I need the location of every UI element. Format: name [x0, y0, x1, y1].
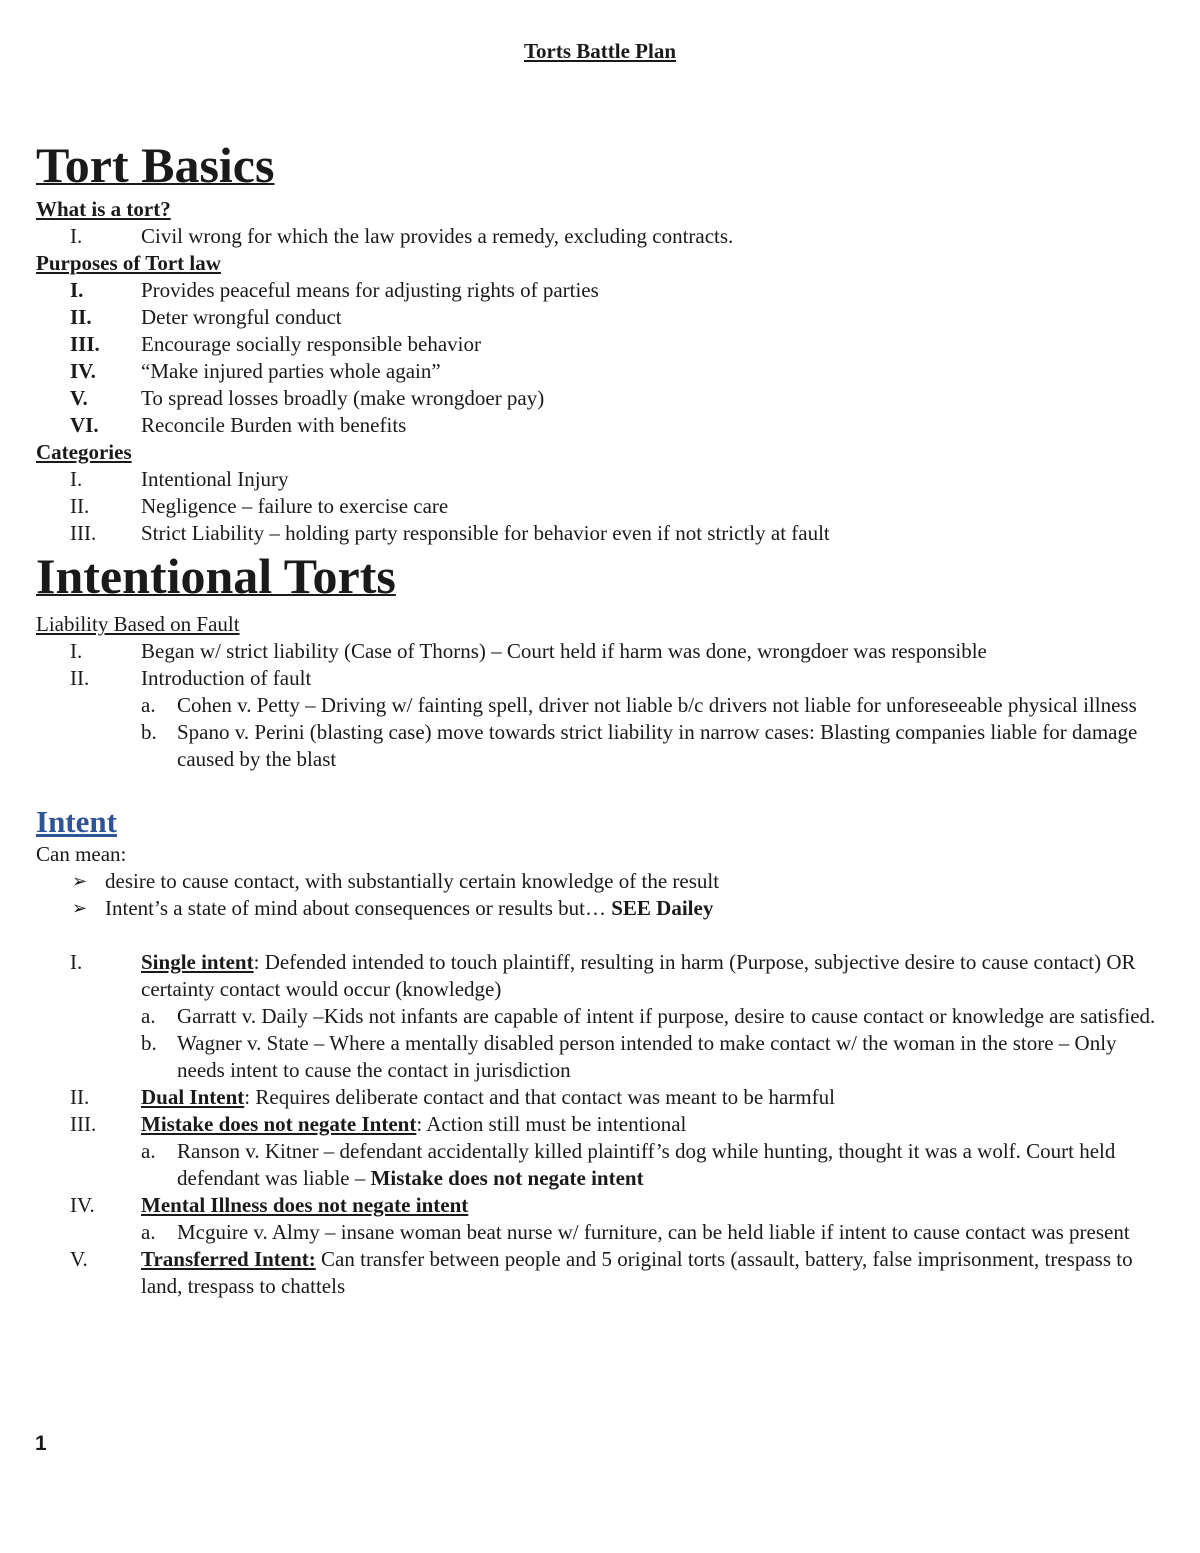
- bullet-text: desire to cause contact, with substantially certain knowledge of the result: [105, 869, 720, 893]
- list-number: I.: [70, 467, 83, 491]
- sub-list-text: Spano v. Perini (blasting case) move towards strict liability in narrow cases: Blasting companies liable for damage caused by the blast: [177, 720, 1138, 771]
- sub-list-letter: a.: [141, 1220, 156, 1244]
- list-number: II.: [70, 494, 90, 518]
- bullet-text-bold: SEE Dailey: [611, 896, 714, 920]
- arrow-bullet-icon: ➢: [72, 898, 88, 918]
- list-number: II.: [70, 305, 92, 329]
- sub-list-text: Mcguire v. Almy – insane woman beat nurse w/ furniture, can be held liable if intent to cause contact was present: [177, 1220, 1130, 1244]
- term-label: Single intent: [141, 950, 254, 974]
- list-text: Encourage socially responsible behavior: [141, 332, 481, 356]
- sub-list-item: [141, 719, 1166, 773]
- list-text: Began w/ strict liability (Case of Thorns) – Court held if harm was done, wrongdoer was responsible: [141, 639, 987, 663]
- list-text: [141, 949, 1166, 1003]
- list-item: [36, 520, 1166, 547]
- document-content: [36, 136, 1166, 1300]
- list-text: Civil wrong for which the law provides a remedy, excluding contracts.: [141, 224, 734, 248]
- bullet-item: [72, 895, 1166, 922]
- list-item: [36, 466, 1166, 493]
- page-number: 1: [35, 1432, 47, 1455]
- list-number: III.: [70, 332, 100, 356]
- list-text: Provides peaceful means for adjusting rights of parties: [141, 278, 599, 302]
- sub-list-letter: a.: [141, 1139, 156, 1163]
- list-number: V.: [70, 386, 88, 410]
- list-item: [36, 412, 1166, 439]
- list-item: [36, 223, 1166, 250]
- list-item: [36, 949, 1166, 1003]
- list-text: [141, 1084, 1166, 1111]
- list-number: VI.: [70, 413, 99, 437]
- term-label: Dual Intent: [141, 1085, 245, 1109]
- subheading-what-is-a-tort: What is a tort?: [36, 197, 171, 221]
- sub-list-item: [141, 1030, 1166, 1084]
- section-heading-intent: Intent: [36, 804, 117, 839]
- list-text: Deter wrongful conduct: [141, 305, 342, 329]
- list-item: [36, 665, 1166, 692]
- sub-list-item: [141, 692, 1166, 719]
- list-number: I.: [70, 278, 84, 302]
- list-text: [141, 1192, 1166, 1219]
- list-number: I.: [70, 224, 83, 248]
- list-number: I.: [70, 950, 83, 974]
- document-header-title: Torts Battle Plan: [523, 39, 677, 63]
- list-item: [36, 1192, 1166, 1219]
- list-item: [36, 493, 1166, 520]
- section-heading-tort-basics: Tort Basics: [36, 137, 275, 193]
- bullet-text-main: Intent’s a state of mind about consequences or results but…: [105, 896, 606, 920]
- term-label: Transferred Intent:: [141, 1247, 316, 1271]
- subheading-liability-based-on-fault: Liability Based on Fault: [36, 612, 240, 636]
- list-number: III.: [70, 1112, 97, 1136]
- list-text: Introduction of fault: [141, 666, 312, 690]
- list-text: Intentional Injury: [141, 467, 289, 491]
- sub-list-letter: a.: [141, 1004, 156, 1028]
- list-text: [141, 1111, 1166, 1138]
- sub-list-text-main: Ranson v. Kitner – defendant accidentally killed plaintiff’s dog while hunting, thought it was a wolf. Court held defendant was liable –: [177, 1139, 1116, 1190]
- arrow-bullet-icon: ➢: [72, 871, 88, 891]
- sub-list-text: Wagner v. State – Where a mentally disabled person intended to make contact w/ the woman in the store – Only needs intent to cause the contact in jurisdiction: [177, 1031, 1117, 1082]
- sub-list-letter: a.: [141, 693, 156, 717]
- list-number: II.: [70, 666, 90, 690]
- list-item: [36, 331, 1166, 358]
- term-label: Mistake does not negate Intent: [141, 1112, 417, 1136]
- sub-list-text-bold: Mistake does not negate intent: [370, 1166, 644, 1190]
- sub-list-item: [141, 1003, 1166, 1030]
- term-label: Mental Illness does not negate intent: [141, 1193, 469, 1217]
- subheading-purposes: Purposes of Tort law: [36, 251, 221, 275]
- list-number: III.: [70, 521, 97, 545]
- term-text: Can transfer between people and 5 original torts (assault, battery, false imprisonment, trespass to land, trespass to chattels: [141, 1247, 1133, 1298]
- list-text: Strict Liability – holding party responsible for behavior even if not strictly at fault: [141, 521, 830, 545]
- sub-list-text: [177, 1138, 1166, 1192]
- list-item: [36, 358, 1166, 385]
- list-text: “Make injured parties whole again”: [141, 359, 441, 383]
- list-number: II.: [70, 1085, 90, 1109]
- sub-list-text: Cohen v. Petty – Driving w/ fainting spell, driver not liable b/c drivers not liable for unforeseeable physical illness: [177, 693, 1137, 717]
- list-item: [36, 1246, 1166, 1300]
- sub-list-item: [141, 1219, 1166, 1246]
- list-item: [36, 277, 1166, 304]
- blank-line: [36, 922, 1166, 949]
- list-number: IV.: [70, 359, 96, 383]
- list-text: [141, 1246, 1166, 1300]
- list-number: IV.: [70, 1193, 95, 1217]
- sub-list-letter: b.: [141, 1031, 157, 1055]
- bullet-text: [105, 895, 1166, 922]
- list-text: Negligence – failure to exercise care: [141, 494, 449, 518]
- term-text: : Requires deliberate contact and that contact was meant to be harmful: [244, 1085, 835, 1109]
- list-item: [36, 1084, 1166, 1111]
- subheading-categories: Categories: [36, 440, 132, 464]
- list-number: V.: [70, 1247, 88, 1271]
- bullet-item: [72, 868, 1166, 895]
- list-text: Reconcile Burden with benefits: [141, 413, 407, 437]
- list-item: [36, 304, 1166, 331]
- term-text: : Defended intended to touch plaintiff, resulting in harm (Purpose, subjective desire to cause contact) OR certainty contact would occur (knowledge): [141, 950, 1136, 1001]
- list-text: To spread losses broadly (make wrongdoer pay): [141, 386, 545, 410]
- list-item: [36, 385, 1166, 412]
- list-number: I.: [70, 639, 83, 663]
- sub-list-text: Garratt v. Daily –Kids not infants are capable of intent if purpose, desire to cause contact or knowledge are satisfied.: [177, 1004, 1156, 1028]
- sub-list-item: [141, 1138, 1166, 1192]
- list-item: [36, 1111, 1166, 1138]
- list-item: [36, 638, 1166, 665]
- term-text: : Action still must be intentional: [416, 1112, 687, 1136]
- sub-list-letter: b.: [141, 720, 157, 744]
- intent-can-mean: Can mean:: [36, 842, 127, 866]
- section-heading-intentional-torts: Intentional Torts: [36, 548, 396, 604]
